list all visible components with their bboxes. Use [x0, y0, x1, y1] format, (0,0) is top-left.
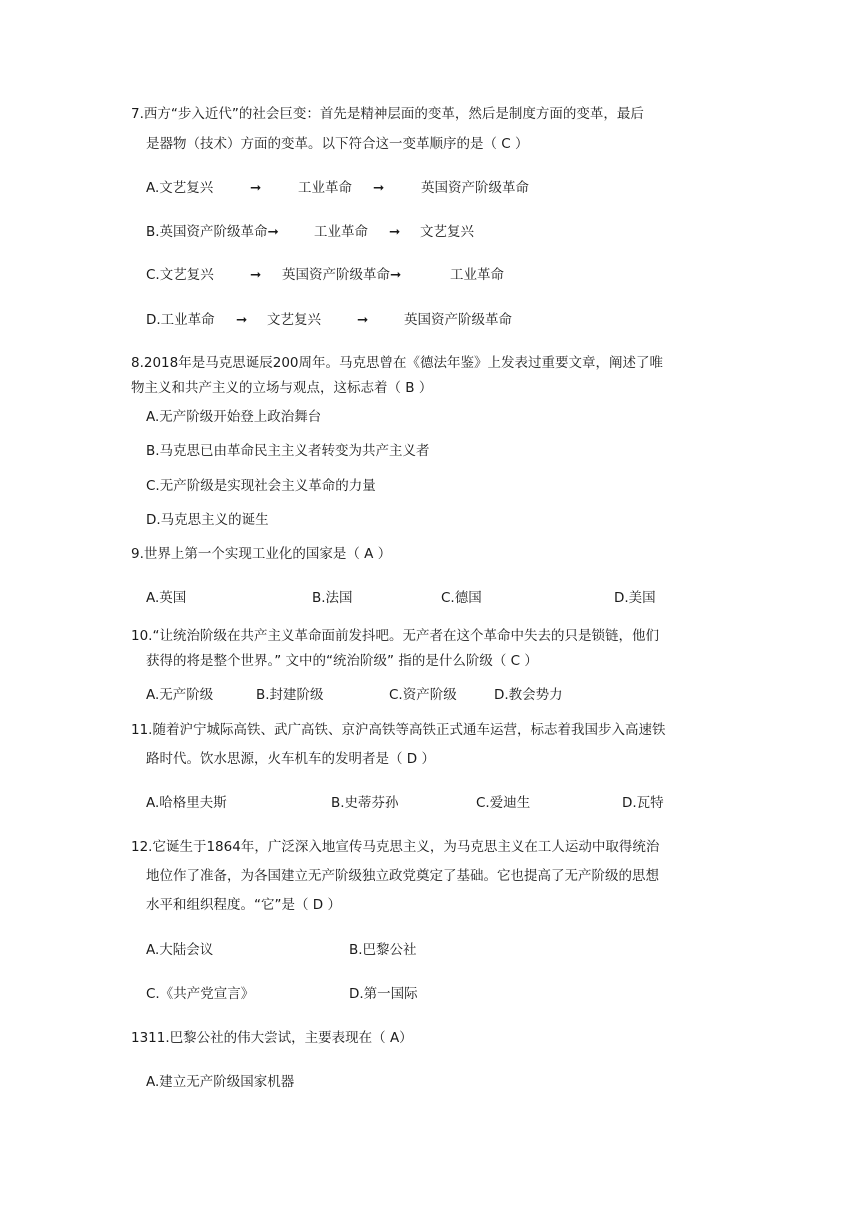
- q7-stem-line2: 是器物（技术）方面的变革。以下符合这一变革顺序的是（ C ）: [146, 136, 529, 152]
- q7-a-text3: 英国资产阶级革命: [421, 180, 529, 196]
- q7-d-text1: D.工业革命: [146, 312, 215, 328]
- q11-stem-line1: 11.随着沪宁城际高铁、武广高铁、京沪高铁等高铁正式通车运营，标志着我国步入高速铁: [131, 722, 666, 738]
- q8-stem-line2: 物主义和共产主义的立场与观点，这标志着（ B ）: [131, 380, 433, 396]
- q11-option-d: D.瓦特: [622, 795, 664, 811]
- q8-option-a: A.无产阶级开始登上政治舞台: [146, 409, 322, 425]
- q13-stem: 1311.巴黎公社的伟大尝试，主要表现在（ A）: [131, 1030, 413, 1046]
- q8-option-d: D.马克思主义的诞生: [146, 512, 269, 528]
- q13-option-a: A.建立无产阶级国家机器: [146, 1074, 295, 1090]
- arrow-icon: ➞: [236, 312, 248, 328]
- q7-c-text3: 工业革命: [450, 267, 504, 283]
- q10-stem-line1: 10.“让统治阶级在共产主义革命面前发抖吧。无产者在这个革命中失去的只是锁链，他们: [131, 628, 659, 644]
- q12-option-d: D.第一国际: [349, 986, 418, 1002]
- q9-option-d: D.美国: [614, 590, 656, 606]
- arrow-icon: ➞: [250, 267, 262, 283]
- q7-a-text1: A.文艺复兴: [146, 180, 214, 196]
- q7-a-text2: 工业革命: [298, 180, 352, 196]
- q7-d-text3: 英国资产阶级革命: [404, 312, 512, 328]
- q7-b-text1: B.英国资产阶级革命➞: [146, 224, 279, 240]
- arrow-icon: ➞: [250, 180, 262, 196]
- arrow-icon: ➞: [357, 312, 369, 328]
- q10-option-b: B.封建阶级: [256, 687, 324, 703]
- q9-option-a: A.英国: [146, 590, 187, 606]
- q11-stem-line2: 路时代。饮水思源，火车机车的发明者是（ D ）: [146, 751, 435, 767]
- q7-d-text2: 文艺复兴: [267, 312, 321, 328]
- q8-option-c: C.无产阶级是实现社会主义革命的力量: [146, 478, 376, 494]
- q10-option-c: C.资产阶级: [389, 687, 457, 703]
- q7-c-text2: 英国资产阶级革命➞: [282, 267, 402, 283]
- q8-stem-line1: 8.2018年是马克思诞辰200周年。马克思曾在《德法年鉴》上发表过重要文章，阐述了唯: [131, 355, 664, 371]
- q10-stem-line2: 获得的将是整个世界。” 文中的“统治阶级” 指的是什么阶级（ C ）: [146, 653, 538, 669]
- q12-option-a: A.大陆会议: [146, 942, 214, 958]
- q12-stem-line1: 12.它诞生于1864年，广泛深入地宣传马克思主义，为马克思主义在工人运动中取得统治: [131, 839, 660, 855]
- q12-option-b: B.巴黎公社: [349, 942, 417, 958]
- q12-stem-line3: 水平和组织程度。“它”是（ D ）: [146, 897, 341, 913]
- arrow-icon: ➞: [373, 180, 385, 196]
- arrow-icon: ➞: [389, 224, 401, 240]
- q9-option-b: B.法国: [312, 590, 353, 606]
- q11-option-c: C.爱迪生: [476, 795, 531, 811]
- q7-stem-line1: 7.西方“步入近代”的社会巨变：首先是精神层面的变革，然后是制度方面的变革，最后: [131, 106, 644, 122]
- q10-option-d: D.教会势力: [494, 687, 563, 703]
- q12-option-c: C.《共产党宣言》: [146, 986, 255, 1002]
- q12-stem-line2: 地位作了准备，为各国建立无产阶级独立政党奠定了基础。它也提高了无产阶级的思想: [146, 868, 659, 884]
- q7-b-text3: 文艺复兴: [420, 224, 474, 240]
- q7-c-text1: C.文艺复兴: [146, 267, 214, 283]
- q11-option-b: B.史蒂芬孙: [331, 795, 399, 811]
- q9-option-c: C.德国: [441, 590, 482, 606]
- q11-option-a: A.哈格里夫斯: [146, 795, 227, 811]
- q8-option-b: B.马克思已由革命民主主义者转变为共产主义者: [146, 443, 430, 459]
- q7-b-text2: 工业革命: [314, 224, 368, 240]
- q10-option-a: A.无产阶级: [146, 687, 214, 703]
- q9-stem: 9.世界上第一个实现工业化的国家是（ A ）: [131, 546, 392, 562]
